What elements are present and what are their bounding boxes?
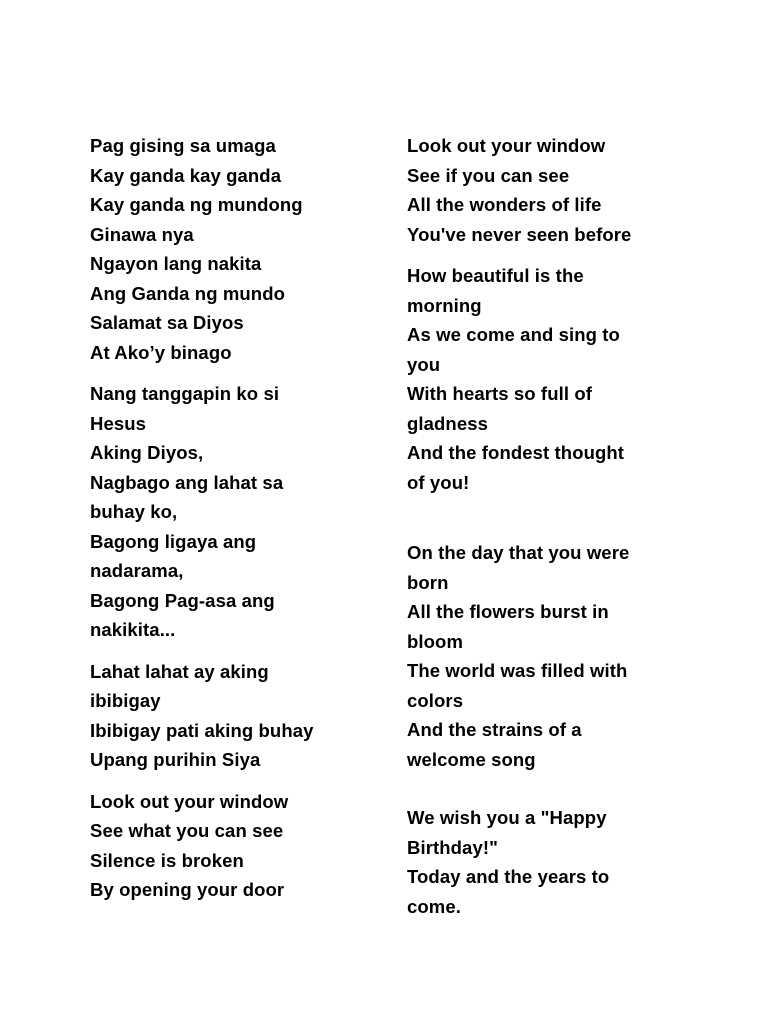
lyric-line: Ngayon lang nakita (90, 253, 262, 274)
left-stanza-1 (90, 131, 390, 367)
left-lyrics-column (90, 131, 390, 905)
lyric-line: You've never seen before (407, 223, 632, 245)
lyric-line: Hesus (90, 412, 147, 434)
lyric-line: come. (407, 895, 461, 917)
lyric-line: you (407, 353, 441, 375)
right-stanza-2 (407, 261, 707, 497)
lyric-line: nakikita... (90, 619, 176, 640)
right-stanza-3 (407, 538, 707, 774)
lyric-line: nadarama, (90, 560, 184, 581)
lyric-line: By opening your door (90, 879, 285, 900)
lyric-line: Kay ganda kay ganda (90, 164, 282, 186)
lyric-line: Nang tanggapin ko si (90, 383, 280, 404)
lyric-line: colors (407, 689, 464, 711)
lyric-line: How beautiful is the (407, 265, 584, 286)
left-stanza-3 (90, 657, 390, 775)
lyric-line: As we come and sing to (407, 324, 620, 345)
lyric-line: Nagbago ang lahat sa (90, 471, 284, 493)
lyric-line: And the strains of a (407, 719, 582, 740)
lyric-line: Birthday!" (407, 836, 498, 858)
lyric-line: Salamat sa Diyos (90, 312, 244, 333)
right-stanza-4 (407, 803, 707, 921)
lyric-line: The world was filled with (407, 660, 628, 681)
lyric-line: With hearts so full of (407, 383, 592, 404)
lyric-line: All the wonders of life (407, 194, 602, 215)
lyric-line: Ang Ganda ng mundo (90, 282, 286, 304)
left-stanza-2 (90, 379, 390, 645)
lyric-line: Bagong Pag-asa ang (90, 589, 275, 611)
lyric-line: Look out your window (90, 790, 289, 812)
lyric-line: On the day that you were (407, 542, 630, 563)
lyric-line: welcome song (407, 748, 536, 770)
lyric-line: At Ako’y binago (90, 341, 232, 363)
lyric-line: See what you can see (90, 820, 284, 841)
lyric-line: Ibibigay pati aking buhay (90, 719, 314, 741)
lyric-line: buhay ko, (90, 501, 178, 522)
lyric-line: Bagong ligaya ang (90, 530, 257, 552)
lyric-line: See if you can see (407, 164, 570, 186)
lyric-line: Aking Diyos, (90, 442, 204, 463)
lyric-line: Ginawa nya (90, 223, 194, 245)
lyric-line: bloom (407, 630, 463, 652)
lyric-line: Upang purihin Siya (90, 749, 261, 770)
lyric-line: Kay ganda ng mundong (90, 194, 303, 215)
left-stanza-4 (90, 787, 390, 905)
lyric-line: Look out your window (407, 135, 606, 156)
lyric-line: And the fondest thought (407, 442, 625, 463)
lyric-line: of you! (407, 471, 470, 493)
lyric-line: Pag gising sa umaga (90, 135, 276, 156)
lyric-line: Today and the years to (407, 866, 610, 887)
lyric-line: ibibigay (90, 690, 161, 711)
lyric-line: born (407, 571, 449, 593)
lyric-line: Lahat lahat ay aking (90, 660, 269, 682)
lyric-line: morning (407, 294, 482, 316)
lyric-line: All the flowers burst in (407, 601, 609, 622)
right-stanza-1 (407, 131, 707, 249)
lyric-line: Silence is broken (90, 849, 244, 871)
right-lyrics-column (407, 131, 707, 921)
lyric-line: We wish you a "Happy (407, 807, 607, 828)
lyric-line: gladness (407, 412, 488, 434)
